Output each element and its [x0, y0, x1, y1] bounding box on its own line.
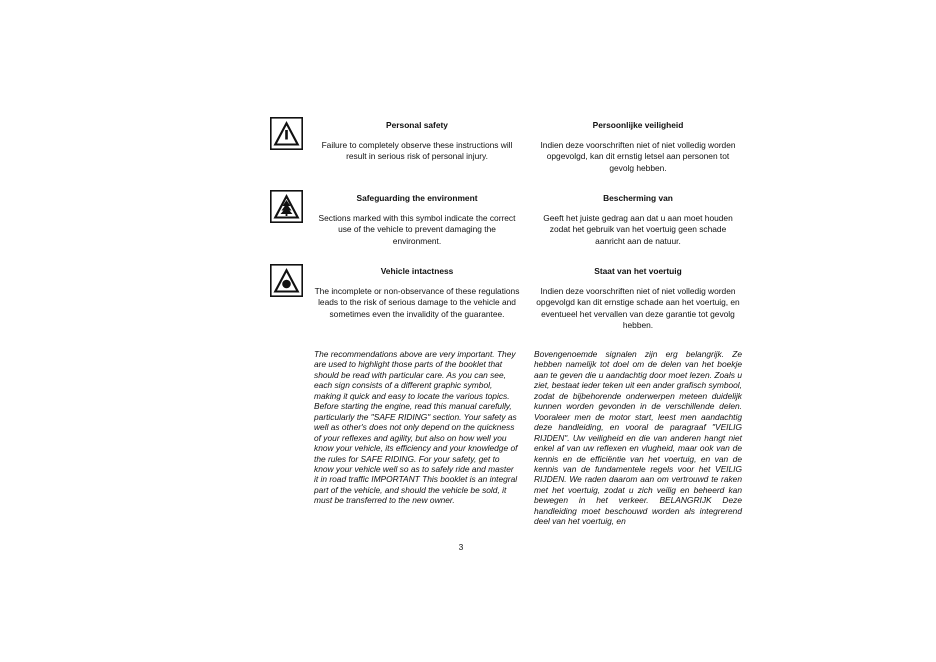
environment-tree-icon: [270, 190, 303, 223]
section-title: Bescherming van: [603, 193, 673, 203]
section-body: The incomplete or non-observance of these regulations leads to the risk of serious damage to the vehicle and sometimes even the invalidity of the guarantee.: [314, 286, 520, 319]
section-title: Staat van het voertuig: [594, 266, 682, 276]
warning-triangle-icon: [270, 117, 303, 150]
page-number: 3: [458, 542, 464, 552]
section-body: Geeft het juiste gedrag aan dat u aan moet houden zodat het gebruik van het voertuig geen schade aanricht aan de natuur.: [543, 213, 733, 246]
section-title: Vehicle intactness: [380, 266, 454, 276]
section-body: Failure to completely observe these instructions will result in serious risk of personal injury.: [321, 140, 513, 162]
section-body: Indien deze voorschriften niet of niet volledig worden opgevolgd kan dit ernstige schade aan het voertuig, en eventueel het vervallen van deze garantie tot gevolg hebben.: [536, 286, 740, 330]
section-vehicle-intactness-nl: [534, 266, 742, 331]
section-title: Persoonlijke veiligheid: [592, 120, 684, 130]
section-environment-en: [314, 193, 520, 247]
recommendations-paragraph-en: The recommendations above are very important. They are used to highlight those parts of the booklet that should be read with particular care. As you can see, each sign consists of a different graphic symbol, making it quick and easy to locate the various topics. Before starting the engine, read this manual carefully, particularly the "SAFE RIDING" section. Your safety as well as other's does not only depend on the quickness of your reflexes and agility, but also on how well you know your vehicle, its efficiency and your knowledge of the rules for SAFE RIDING. For your safety, get to know your vehicle well so as to safely ride and master it in road traffic IMPORTANT This booklet is an integral part of the vehicle, and should the vehicle be sold, it must be transferred to the new owner.: [314, 349, 518, 506]
recommendations-paragraph-nl: Bovengenoemde signalen zijn erg belangrijk. Ze hebben namelijk tot doel om de delen van het boekje aan te geven die u aandachtig door moet lezen. Zoals u ziet, bestaat ieder teken uit een ander grafisch symbool, zodat de bijbehorende onderwerpen meteen duidelijk kunnen worden gevonden in de verschillende delen. Vooraleer men de motor start, leest men aandachtig deze handleiding, en vooral de paragraaf "VEILIG RIJDEN". Uw veiligheid en die van anderen hangt niet enkel af van uw reflexen en vlugheid, maar ook van de kennis en de efficiëntie van het voertuig, en van de kennis van de fundamentele regels voor het VEILIG RIJDEN. We raden daarom aan om vertrouwd te raken met het voertuig, zodat u zich veilig en beheerd kan bewegen in het verkeer. BELANGRIJK Deze handleiding moet beschouwd worden als integrerend deel van het voertuig, en: [534, 349, 742, 527]
section-vehicle-intactness-en: [314, 266, 520, 320]
section-body: Sections marked with this symbol indicate the correct use of the vehicle to prevent damaging the environment.: [318, 213, 516, 246]
section-body: Indien deze voorschriften niet of niet volledig worden opgevolgd, kan dit ernstig letsel aan personen tot gevolg hebben.: [540, 140, 736, 173]
vehicle-damage-icon: [270, 264, 303, 297]
section-environment-nl: [534, 193, 742, 247]
section-title: Safeguarding the environment: [356, 193, 478, 203]
section-title: Personal safety: [386, 120, 448, 130]
section-personal-safety-nl: [534, 120, 742, 174]
section-personal-safety-en: [314, 120, 520, 163]
